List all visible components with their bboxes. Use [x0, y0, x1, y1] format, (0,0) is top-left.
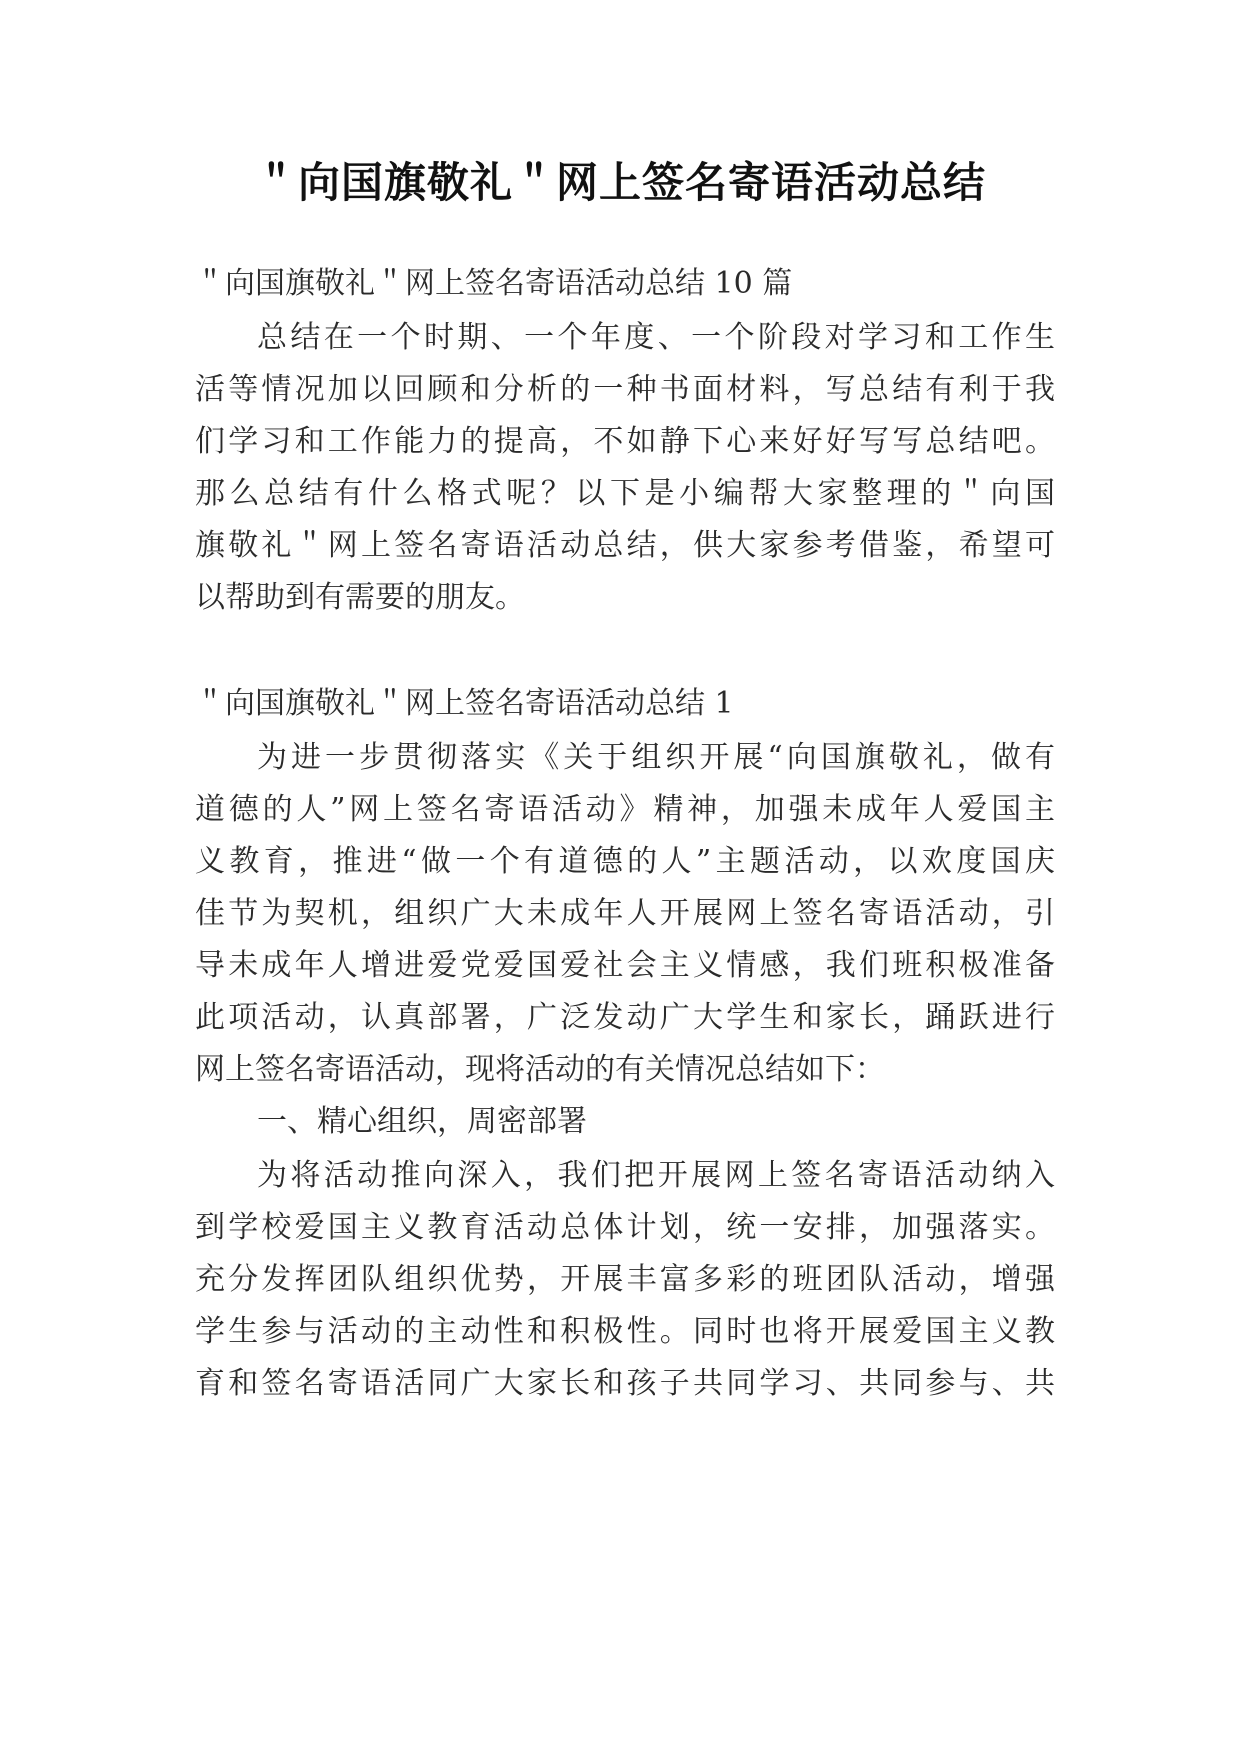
intro-line: 以帮助到有需要的朋友。	[195, 580, 525, 615]
paragraph-line: 导未成年人增进爱党爱国爱社会主义情感，我们班积极准备	[195, 948, 1055, 983]
paragraph-line: 到学校爱国主义教育活动总体计划，统一安排，加强落实。	[195, 1210, 1055, 1245]
intro-line: 总结在一个时期、一个年度、一个阶段对学习和工作生	[257, 320, 1055, 355]
document-title: ＂向国旗敬礼＂网上签名寄语活动总结	[254, 158, 986, 207]
intro-line: 活等情况加以回顾和分析的一种书面材料，写总结有利于我	[195, 372, 1055, 407]
section-heading: ＂向国旗敬礼＂网上签名寄语活动总结 1	[195, 686, 734, 721]
paragraph-line: 义教育，推进“做一个有道德的人”主题活动，以欢度国庆	[195, 844, 1055, 879]
paragraph-line: 学生参与活动的主动性和积极性。同时也将开展爱国主义教	[195, 1314, 1055, 1349]
document-subtitle: ＂向国旗敬礼＂网上签名寄语活动总结 10 篇	[195, 266, 793, 301]
paragraph-line: 网上签名寄语活动，现将活动的有关情况总结如下：	[195, 1052, 885, 1087]
paragraph-line: 此项活动，认真部署，广泛发动广大学生和家长，踊跃进行	[195, 1000, 1055, 1035]
paragraph-line: 充分发挥团队组织优势，开展丰富多彩的班团队活动，增强	[195, 1262, 1055, 1297]
intro-line: 那么总结有什么格式呢？以下是小编帮大家整理的＂向国	[195, 476, 1055, 511]
subsection-heading: 一、精心组织，周密部署	[257, 1104, 587, 1139]
paragraph-line: 道德的人”网上签名寄语活动》精神，加强未成年人爱国主	[195, 792, 1055, 827]
intro-line: 旗敬礼＂网上签名寄语活动总结，供大家参考借鉴，希望可	[195, 528, 1055, 563]
paragraph-line: 为将活动推向深入，我们把开展网上签名寄语活动纳入	[257, 1158, 1055, 1193]
paragraph-line: 育和签名寄语活同广大家长和孩子共同学习、共同参与、共	[195, 1366, 1055, 1401]
paragraph-line: 佳节为契机，组织广大未成年人开展网上签名寄语活动，引	[195, 896, 1055, 931]
paragraph-line: 为进一步贯彻落实《关于组织开展“向国旗敬礼，做有	[257, 740, 1055, 775]
intro-line: 们学习和工作能力的提高，不如静下心来好好写写总结吧。	[195, 424, 1055, 459]
